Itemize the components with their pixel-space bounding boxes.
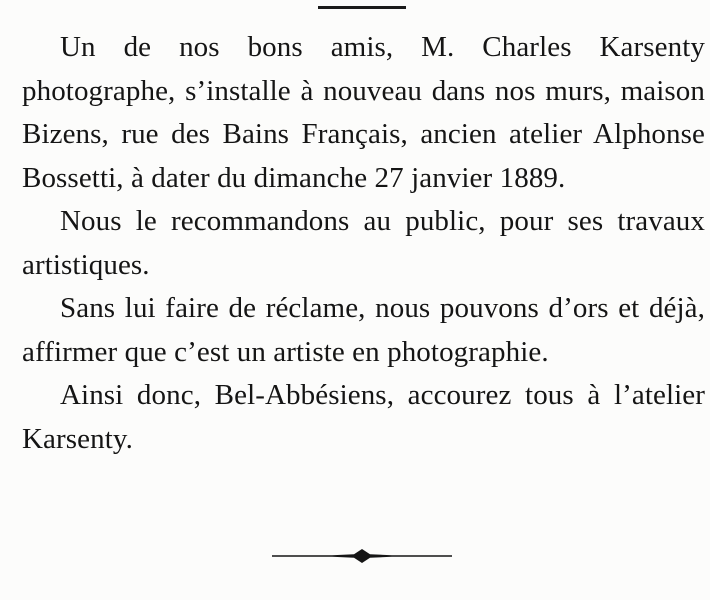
paragraph-recommendation: Nous le recommandons au public, pour ses travaux artistiques.	[22, 205, 705, 281]
end-ornament-rule	[272, 546, 452, 566]
paragraph-call-to-visit: Ainsi donc, Bel-Abbésiens, accourez tous à l’atelier Karsenty.	[22, 379, 705, 455]
paragraph-artist-praise: Sans lui faire de réclame, nous pouvons d’ors et déjà, affirmer que c’est un artiste en photographie.	[22, 292, 705, 368]
top-divider-rule	[318, 6, 406, 9]
article-body	[22, 26, 705, 461]
paragraph-announcement: Un de nos bons amis, M. Charles Karsenty photographe, s’installe à nouveau dans nos murs, maison Bizens, rue des Bains Français, ancien atelier Alphonse Bossetti, à dater du dimanche 27 janvier 1889.	[22, 31, 705, 194]
